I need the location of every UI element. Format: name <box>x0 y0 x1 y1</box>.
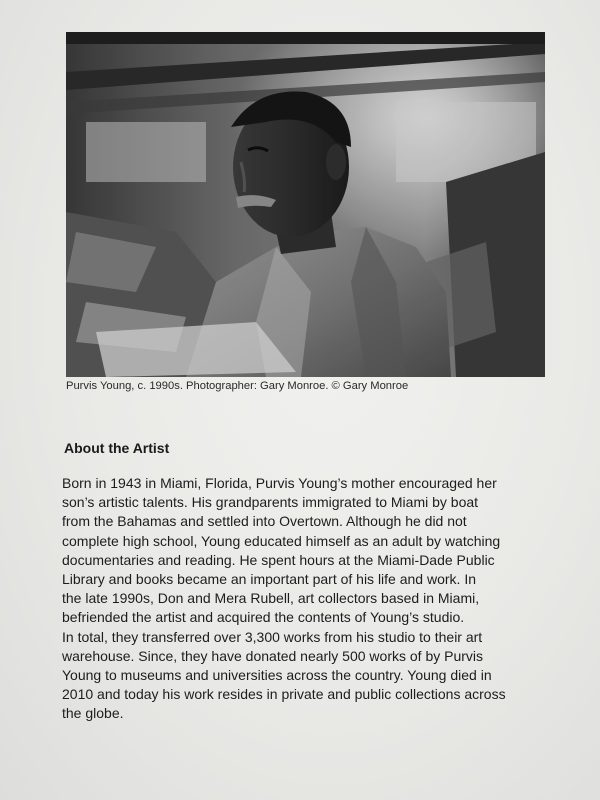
bio-line: Young to museums and universities across the country. Young died in <box>62 667 492 684</box>
bio-line: documentaries and reading. He spent hours at the Miami-Dade Public <box>62 551 495 568</box>
bio-line: complete high school, Young educated himself as an adult by watching <box>62 532 501 549</box>
artist-photo <box>66 32 545 377</box>
bio-line: befriended the artist and acquired the contents of Young’s studio. <box>62 609 465 626</box>
section-heading: About the Artist <box>64 440 170 456</box>
bio-line: warehouse. Since, they have donated nearly 500 works of by Purvis <box>62 647 484 664</box>
bio-line: from the Bahamas and settled into Overtown. Although he did not <box>62 513 467 530</box>
bio-line: son’s artistic talents. His grandparents immigrated to Miami by boat <box>62 494 479 511</box>
bio-line: the late 1990s, Don and Mera Rubell, art collectors based in Miami, <box>62 590 480 607</box>
bio-line: Born in 1943 in Miami, Florida, Purvis Young’s mother encouraged her <box>62 475 497 491</box>
bio-line: 2010 and today his work resides in private and public collections across <box>62 686 506 703</box>
bio-line: Library and books became an important part of his life and work. In <box>62 571 476 588</box>
bio-line: the globe. <box>62 705 124 722</box>
bio-line: In total, they transferred over 3,300 works from his studio to their art <box>62 628 483 645</box>
artist-biography <box>62 474 562 724</box>
photo-caption: Purvis Young, c. 1990s. Photographer: Gary Monroe. © Gary Monroe <box>66 380 409 392</box>
